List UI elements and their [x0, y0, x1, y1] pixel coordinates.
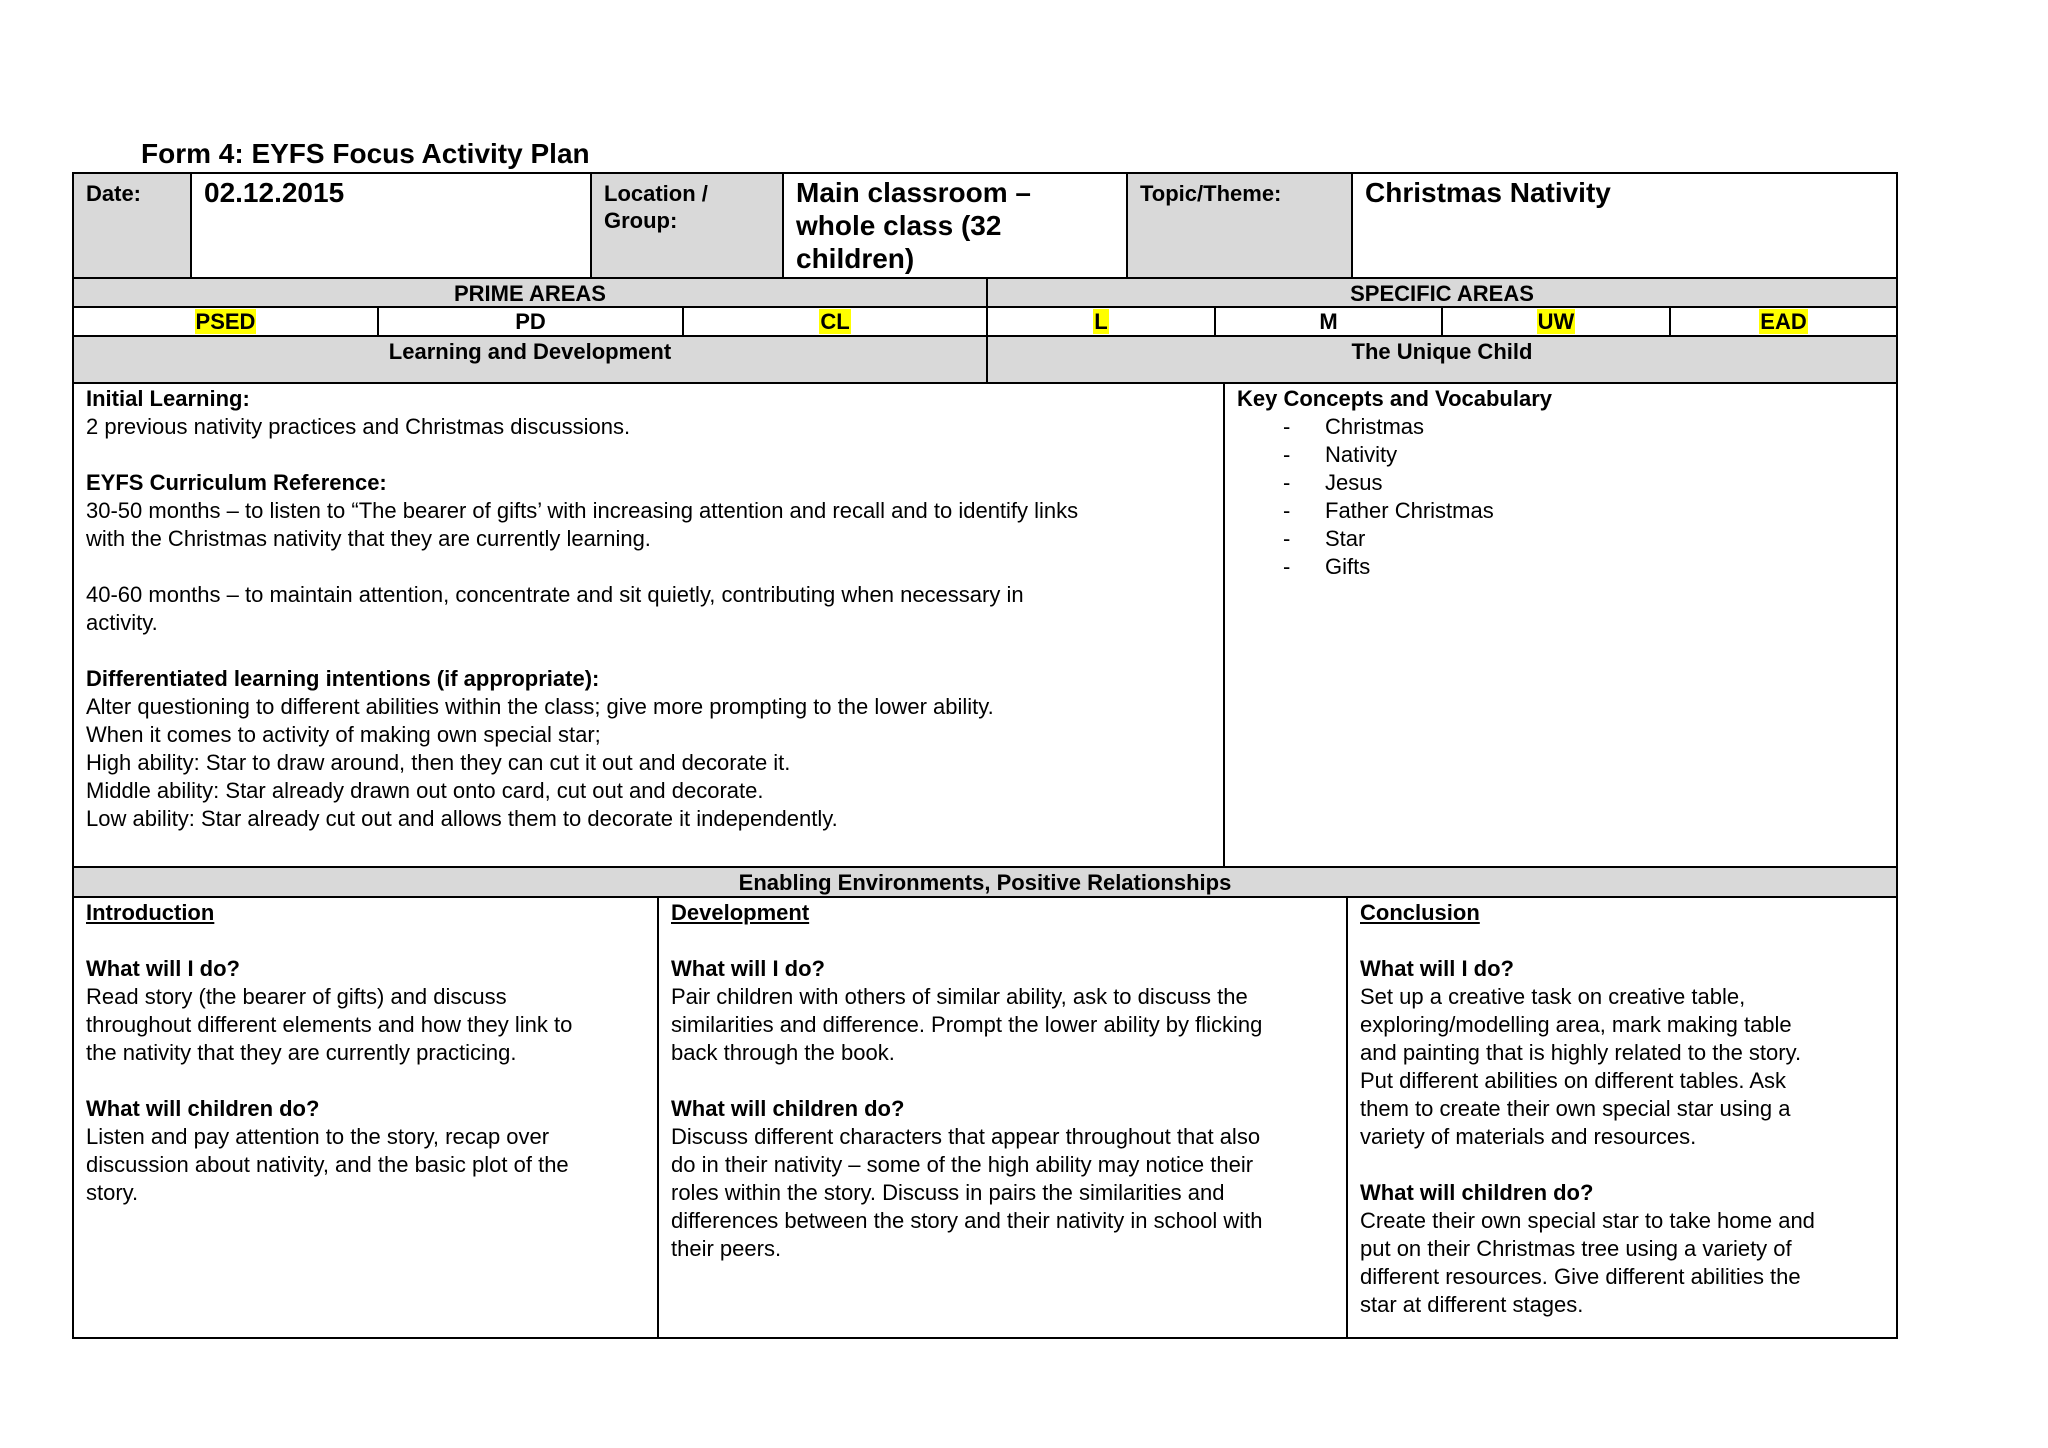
vocabulary-heading: Key Concepts and Vocabulary [1237, 386, 1553, 411]
introduction-line: throughout different elements and how they link to [86, 1012, 573, 1037]
conclusion-cell [1348, 898, 1898, 1339]
vocabulary-cell [1225, 384, 1898, 868]
development-cell [659, 898, 1348, 1339]
introduction-line: discussion about nativity, and the basic plot of the [86, 1152, 569, 1177]
development-question-children: What will children do? [671, 1096, 905, 1121]
development-line: do in their nativity – some of the high ability may notice their [671, 1152, 1254, 1177]
curriculum-line: with the Christmas nativity that they are currently learning. [86, 526, 651, 551]
development-line: back through the book. [671, 1040, 895, 1065]
conclusion-line: exploring/modelling area, mark making table [1360, 1012, 1792, 1037]
introduction-line: story. [86, 1180, 139, 1205]
conclusion-line: and painting that is highly related to the story. [1360, 1040, 1802, 1065]
topic-label: Topic/Theme: [1140, 181, 1282, 206]
prime-areas-header: PRIME AREAS [74, 279, 988, 308]
date-label-cell [74, 174, 192, 279]
vocabulary-item: - Christmas [1283, 414, 1425, 439]
location-label: Location / Group: [604, 181, 708, 233]
curriculum-line: 40-60 months – to maintain attention, concentrate and sit quietly, contributing when necessary in [86, 582, 1024, 607]
topic-value-cell [1353, 174, 1898, 279]
differentiated-heading: Differentiated learning intentions (if appropriate): [86, 666, 600, 691]
development-line: their peers. [671, 1236, 782, 1261]
unique-child-header: The Unique Child [988, 337, 1898, 384]
area-psed: PSED [74, 308, 379, 337]
differentiated-line: Alter questioning to different abilities within the class; give more prompting to the lower ability. [86, 694, 994, 719]
learning-content-cell [74, 384, 1225, 868]
conclusion-line: variety of materials and resources. [1360, 1124, 1697, 1149]
conclusion-question-children: What will children do? [1360, 1180, 1594, 1205]
vocabulary-item: - Gifts [1283, 554, 1371, 579]
vocabulary-item: - Jesus [1283, 470, 1383, 495]
introduction-line: Read story (the bearer of gifts) and discuss [86, 984, 507, 1009]
curriculum-reference-heading: EYFS Curriculum Reference: [86, 470, 387, 495]
conclusion-line: different resources. Give different abilities the [1360, 1264, 1801, 1289]
initial-learning-heading: Initial Learning: [86, 386, 250, 411]
area-cl: CL [684, 308, 988, 337]
location-value: Main classroom – whole class (32 children) [796, 177, 1031, 274]
development-line: Discuss different characters that appear throughout that also [671, 1124, 1261, 1149]
development-title: Development [671, 900, 810, 925]
activity-plan-table [72, 172, 1898, 1339]
area-ead: EAD [1671, 308, 1898, 337]
topic-label-cell [1128, 174, 1353, 279]
curriculum-line: activity. [86, 610, 158, 635]
conclusion-line: Set up a creative task on creative table, [1360, 984, 1746, 1009]
date-value-cell [192, 174, 592, 279]
curriculum-line: 30-50 months – to listen to “The bearer of gifts’ with increasing attention and recall and to identify links [86, 498, 1079, 523]
specific-areas-header: SPECIFIC AREAS [988, 279, 1898, 308]
learning-development-header: Learning and Development [74, 337, 988, 384]
conclusion-line: Put different abilities on different tables. Ask [1360, 1068, 1787, 1093]
initial-learning-text: 2 previous nativity practices and Christmas discussions. [86, 414, 631, 439]
conclusion-line: put on their Christmas tree using a variety of [1360, 1236, 1792, 1261]
topic-value: Christmas Nativity [1365, 177, 1611, 208]
enabling-environments-header: Enabling Environments, Positive Relationships [74, 868, 1898, 898]
introduction-title: Introduction [86, 900, 215, 925]
area-l: L [988, 308, 1216, 337]
introduction-question-children: What will children do? [86, 1096, 320, 1121]
area-m: M [1216, 308, 1443, 337]
development-line: differences between the story and their nativity in school with [671, 1208, 1263, 1233]
conclusion-line: Create their own special star to take home and [1360, 1208, 1815, 1233]
differentiated-line: High ability: Star to draw around, then they can cut it out and decorate it. [86, 750, 791, 775]
area-pd: PD [379, 308, 684, 337]
introduction-line: Listen and pay attention to the story, recap over [86, 1124, 550, 1149]
development-line: Pair children with others of similar ability, ask to discuss the [671, 984, 1248, 1009]
introduction-cell [74, 898, 659, 1339]
page-title: Form 4: EYFS Focus Activity Plan [141, 138, 590, 169]
vocabulary-item: - Father Christmas [1283, 498, 1494, 523]
location-value-cell [784, 174, 1128, 279]
vocabulary-item: - Star [1283, 526, 1366, 551]
location-label-cell [592, 174, 784, 279]
introduction-question-teacher: What will I do? [86, 956, 240, 981]
differentiated-line: When it comes to activity of making own special star; [86, 722, 601, 747]
conclusion-line: them to create their own special star using a [1360, 1096, 1791, 1121]
area-uw: UW [1443, 308, 1671, 337]
conclusion-title: Conclusion [1360, 900, 1480, 925]
development-question-teacher: What will I do? [671, 956, 825, 981]
differentiated-line: Middle ability: Star already drawn out onto card, cut out and decorate. [86, 778, 764, 803]
date-label: Date: [86, 181, 142, 206]
development-line: similarities and difference. Prompt the lower ability by flicking [671, 1012, 1263, 1037]
conclusion-line: star at different stages. [1360, 1292, 1584, 1317]
date-value: 02.12.2015 [204, 177, 345, 208]
conclusion-question-teacher: What will I do? [1360, 956, 1514, 981]
development-line: roles within the story. Discuss in pairs the similarities and [671, 1180, 1225, 1205]
introduction-line: the nativity that they are currently practicing. [86, 1040, 517, 1065]
vocabulary-item: - Nativity [1283, 442, 1398, 467]
differentiated-line: Low ability: Star already cut out and allows them to decorate it independently. [86, 806, 838, 831]
vocabulary-list [1237, 413, 1884, 581]
